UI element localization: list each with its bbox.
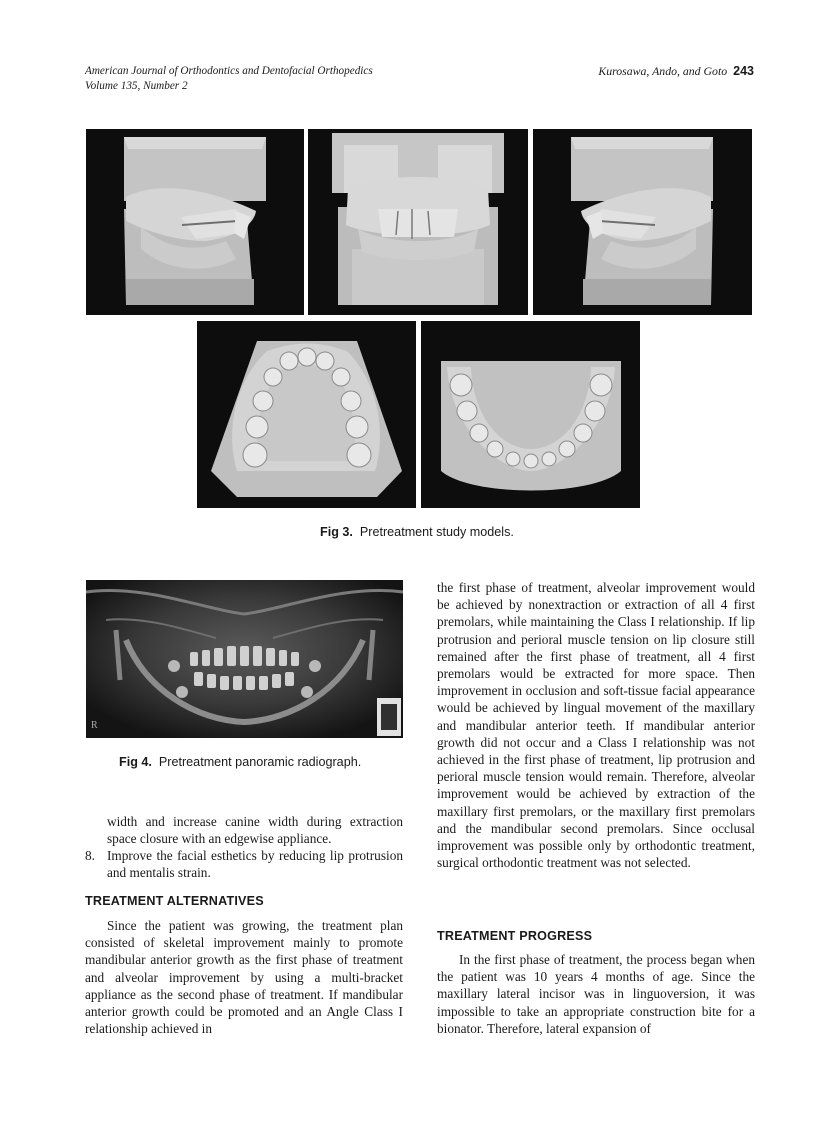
running-header-authors [598,64,754,79]
model-photo-left-lateral [533,129,752,315]
list-item-7-continuation: width and increase canine width during extraction space closure with an edgewise appliance. [107,814,403,847]
figure3-caption [320,524,514,540]
right-column-paragraph-2 [437,951,755,1037]
radiograph-image [86,580,403,738]
paragraph-alternatives-continued: the first phase of treatment, alveolar improvement would be achieved by nonextraction or extraction of all 4 first premolars, while maintaining the Class I relationship. If lip protrusion and perioral muscle tension on lip closure still remained after the first phase of treatment, all 4 first premolars would be extracted for more space. Then improvement in occlusion and soft-tissue facial appearance would be achieved by lingual movement of the maxillary and mandibular anterior teeth. If mandibular anterior growth did not occur and a Class I relationship was not achieved in the first phase of treatment, lip protrusion and perioral muscle tension would remain. Therefore, alveolar improvement would be achieved by extraction of the maxillary first premolars, or the maxillary first premolars and the mandibular second premolars. Since occlusal improvement was possible only by orthodontic treatment, surgical orthodontic treatment was not selected. [437,580,755,871]
list-item-8-text: Improve the facial esthetics by reducing lip protrusion and mentalis strain. [107,848,403,881]
list-item-8-number: 8. [85,848,95,863]
model-photo-mandibular-occlusal [421,321,640,508]
author-names: Kurosawa, Ando, and Goto [598,64,728,78]
figure3-caption-text: Pretreatment study models. [359,525,514,539]
radiograph-side-marker: R [91,720,98,731]
running-header-journal [85,64,373,93]
figure4-caption [119,754,361,770]
panoramic-radiograph [86,580,403,738]
list-item-8 [85,847,403,881]
right-column-paragraph [437,579,755,871]
heading-treatment-alternatives: TREATMENT ALTERNATIVES [85,894,264,908]
page-number: 243 [733,64,754,78]
heading-treatment-progress: TREATMENT PROGRESS [437,929,593,943]
paragraph-treatment-progress: In the first phase of treatment, the process began when the patient was 10 years 4 months of age. Since the maxillary lateral incisor was in linguoversion, it was impossible to take an appropriate construction bite for a bionator. Therefore, lateral expansion of [437,952,755,1036]
journal-volume: Volume 135, Number 2 [85,79,188,92]
model-maxillary-occlusal-image [197,321,416,508]
model-photo-right-lateral [86,129,304,315]
figure4-label: Fig 4. [119,755,152,769]
model-photo-frontal [308,129,528,315]
model-left-lateral-image [533,129,752,315]
model-right-lateral-image [86,129,304,315]
model-frontal-image [308,129,528,315]
model-photo-maxillary-occlusal [197,321,416,508]
model-mandibular-occlusal-image [421,321,640,508]
figure3-label: Fig 3. [320,525,353,539]
left-column-paragraph [85,917,403,1037]
journal-title: American Journal of Orthodontics and Dentofacial Orthopedics [85,65,373,77]
paragraph-treatment-alternatives: Since the patient was growing, the treatment plan consisted of skeletal improvement mainly to promote mandibular anterior growth as the first phase of treatment and alveolar improvement by using a multi-bracket appliance as the second phase of treatment. If mandibular anterior growth could be promoted and an Angle Class I relationship achieved in [85,918,403,1037]
figure4-caption-text: Pretreatment panoramic radiograph. [158,755,362,769]
